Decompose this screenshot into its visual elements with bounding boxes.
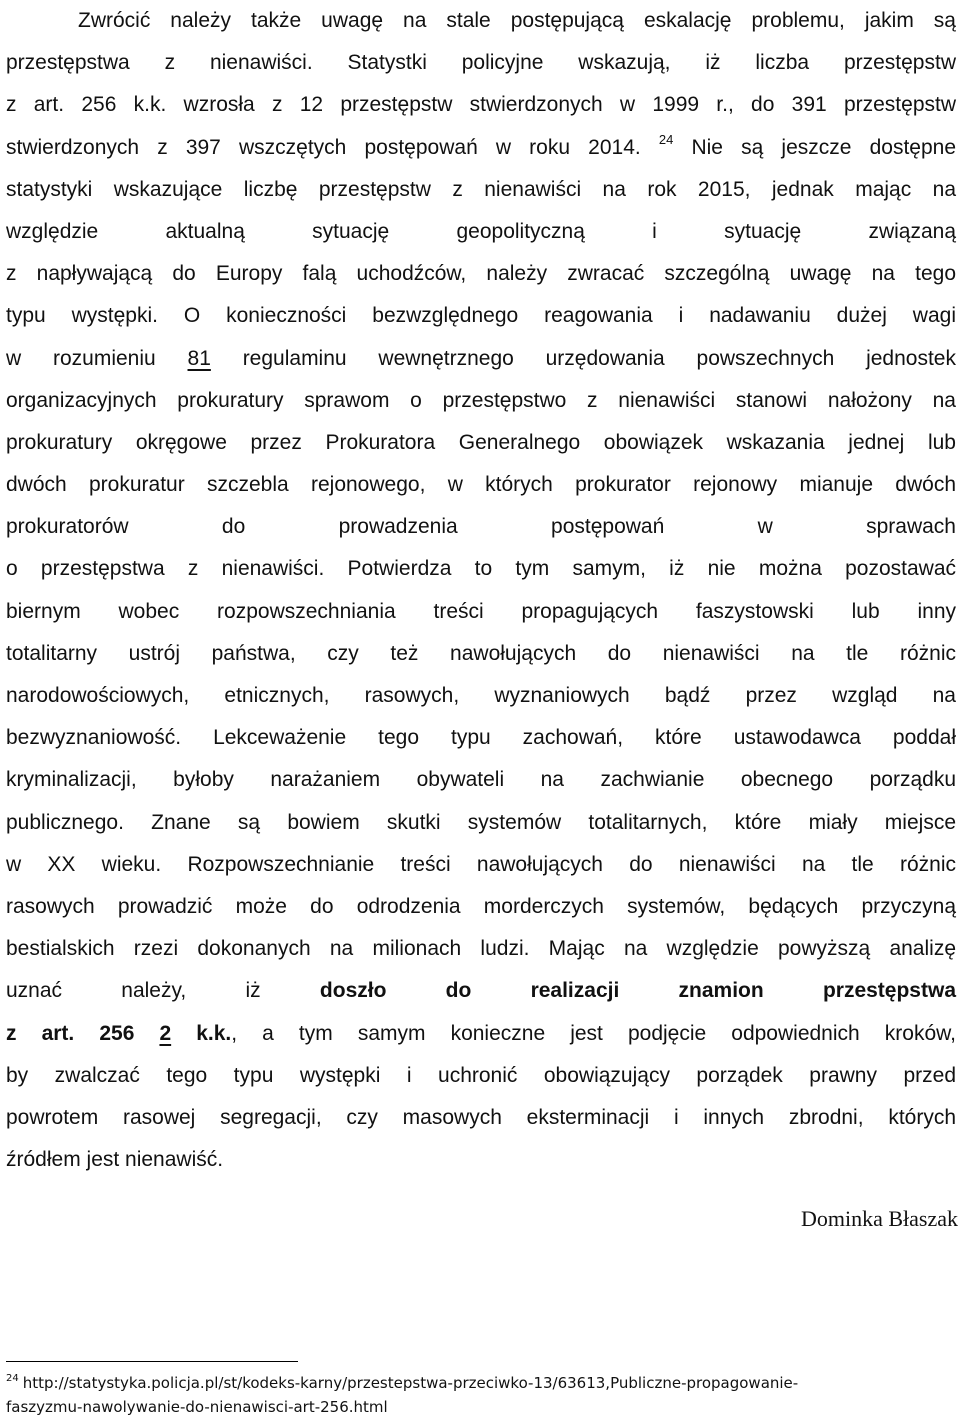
text-line bbox=[6, 464, 956, 506]
text-segment: narodowościowych, etnicznych, rasowych, wyznaniowych bądź przez wzgląd na bbox=[6, 684, 956, 707]
text-segment: w XX wieku. Rozpowszechnianie treści nawołujących do nienawiści na tle różnic bbox=[6, 852, 956, 876]
text-segment: regulaminu wewnętrznego urzędowania powszechnych jednostek bbox=[210, 346, 956, 370]
text-segment: przestępstwa z nienawiści. Statystki policyjne wskazują, iż liczba przestępstw bbox=[6, 51, 956, 75]
text-segment: prokuratury okręgowe przez Prokuratora Generalnego obowiązek wskazania jednej lub bbox=[6, 430, 956, 454]
text-line bbox=[6, 295, 956, 337]
footnote-number: 24 bbox=[6, 1373, 19, 1384]
text-line bbox=[6, 633, 956, 675]
text-segment: prokuratorów do prowadzenia postępowań w sprawach bbox=[6, 515, 956, 539]
text-line bbox=[6, 127, 956, 169]
text-segment: statystyki wskazujące liczbę przestępstw z nienawiści na rok 2015, jednak mając na bbox=[6, 177, 956, 201]
text-segment: z napływającą do Europy falą uchodźców, należy zwracać szczególną uwagę na tego bbox=[6, 262, 956, 286]
text-line bbox=[6, 1097, 956, 1139]
text-line bbox=[6, 970, 956, 1012]
text-segment: , a tym samym konieczne jest podjęcie odpowiednich kroków, bbox=[231, 1021, 956, 1045]
footnote-line-2 bbox=[6, 1395, 956, 1419]
text-segment: typu występki. O konieczności bezwzględnego reagowania i nadawaniu dużej wagi bbox=[6, 304, 956, 328]
footnote-line-1 bbox=[6, 1371, 956, 1395]
text-segment: publicznego. Znane są bowiem skutki systemów totalitarnych, które miały miejsce bbox=[6, 810, 956, 834]
text-line bbox=[6, 211, 956, 253]
footnote bbox=[6, 1371, 956, 1419]
text-line bbox=[6, 548, 956, 590]
text-line bbox=[6, 338, 956, 380]
text-line bbox=[6, 42, 956, 84]
text-line bbox=[6, 675, 956, 717]
text-segment: z art. 256 k.k. wzrosła z 12 przestępstw stwierdzonych w 1999 r., do 391 przestępstw bbox=[6, 93, 956, 117]
text-segment: uznać należy, iż bbox=[6, 979, 320, 1003]
text-segment: bezwyznaniowość. Lekceważenie tego typu zachowań, które ustawodawca poddał bbox=[6, 726, 956, 750]
text-segment: Zwrócić należy także uwagę na stale postępującą eskalację problemu, jakim są bbox=[78, 9, 956, 32]
text-line bbox=[6, 84, 956, 126]
text-line bbox=[6, 844, 956, 886]
text-line bbox=[6, 717, 956, 759]
text-segment: totalitarny ustrój państwa, czy też nawołujących do nienawiści na tle różnic bbox=[6, 641, 956, 665]
bold-text-segment: doszło do realizacji znamion przestępstwa bbox=[319, 979, 956, 1003]
text-segment: Nie są jeszcze dostępne bbox=[673, 135, 956, 159]
paragraph-symbol-reference: 2 bbox=[159, 1021, 172, 1045]
text-line bbox=[6, 802, 956, 844]
author-signature: Dominka Błaszak bbox=[800, 1206, 958, 1231]
text-segment: powrotem rasowej segregacji, czy masowych eksterminacji i innych zbrodni, których bbox=[6, 1105, 956, 1129]
text-segment: organizacyjnych prokuratury sprawom o przestępstwo z nienawiści stanowi nałożony na bbox=[6, 388, 956, 412]
text-line bbox=[6, 253, 956, 295]
text-line bbox=[6, 0, 956, 42]
footnote-url-part-1[interactable]: http://statystyka.policja.pl/st/kodeks-karny/przestepstwa-przeciwko-13/63613,Publiczne-propagowanie- bbox=[22, 1374, 799, 1392]
text-line bbox=[6, 1013, 956, 1055]
text-segment: względzie aktualną sytuację geopolityczną i sytuację związaną bbox=[6, 219, 956, 243]
paragraph-symbol-reference: 81 bbox=[187, 346, 211, 370]
text-line bbox=[6, 886, 956, 928]
bold-text-segment: z art. 256 bbox=[6, 1021, 160, 1045]
text-segment: by zwalczać tego typu występki i uchronić obowiązujący porządek prawny przed bbox=[6, 1063, 956, 1087]
text-line bbox=[6, 506, 956, 548]
text-line bbox=[6, 422, 956, 464]
text-segment: rasowych prowadzić może do odrodzenia morderczych systemów, będących przyczyną bbox=[6, 894, 956, 918]
text-segment: bestialskich rzezi dokonanych na milionach ludzi. Mając na względzie powyższą analizę bbox=[6, 937, 956, 961]
text-line bbox=[6, 928, 956, 970]
main-paragraph bbox=[6, 0, 956, 1181]
text-segment: kryminalizacji, byłoby narażaniem obywateli na zachwianie obecnego porządku bbox=[6, 768, 956, 792]
text-segment: dwóch prokuratur szczebla rejonowego, w których prokurator rejonowy mianuje dwóch bbox=[6, 473, 956, 497]
footnote-reference[interactable]: 24 bbox=[658, 131, 674, 147]
footnote-url-part-2[interactable]: faszyzmu-nawolywanie-do-nienawisci-art-256.html bbox=[6, 1398, 388, 1416]
document-body bbox=[6, 0, 956, 1181]
text-line bbox=[6, 759, 956, 801]
text-line bbox=[6, 1055, 956, 1097]
text-line bbox=[6, 169, 956, 211]
text-segment: w rozumieniu bbox=[6, 346, 188, 370]
text-segment: źródłem jest nienawiść. bbox=[6, 1148, 224, 1172]
text-segment: o przestępstwa z nienawiści. Potwierdza to tym samym, iż nie można pozostawać bbox=[6, 557, 956, 581]
bold-text-segment: k.k. bbox=[171, 1021, 232, 1045]
text-line bbox=[6, 1139, 956, 1181]
footnote-separator bbox=[6, 1361, 298, 1362]
text-segment: biernym wobec rozpowszechniania treści propagujących faszystowski lub inny bbox=[6, 599, 956, 623]
text-segment: stwierdzonych z 397 wszczętych postępowań w roku 2014. bbox=[6, 135, 659, 159]
text-line bbox=[6, 380, 956, 422]
text-line bbox=[6, 591, 956, 633]
